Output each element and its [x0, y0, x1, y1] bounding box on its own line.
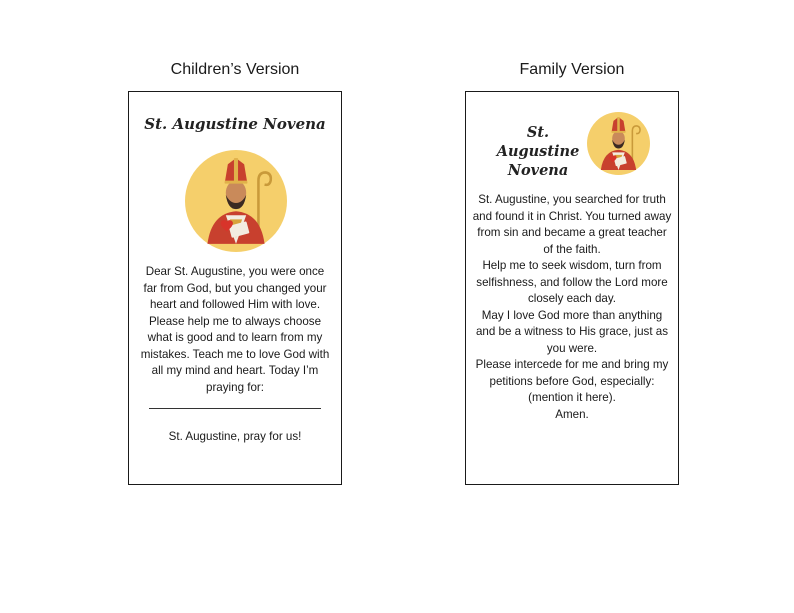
children-version-heading: Children’s Version	[170, 61, 300, 78]
family-novena-card	[465, 91, 679, 485]
saint-augustine-icon	[587, 112, 650, 175]
petition-blank-line	[149, 396, 321, 409]
childrens-prayer-text	[129, 264, 341, 446]
amen-line: Amen.	[555, 407, 589, 421]
prayer-line: May I love God more than anything and be a witness to His grace, just as you were.	[475, 308, 669, 355]
saint-augustine-icon	[185, 150, 287, 252]
prayer-line: Please intercede for me and bring my petitions before God, especially: (mention it here).	[475, 358, 669, 404]
prayer-line: St. Augustine, you searched for truth and found it in Christ. You turned away from sin and became a great teacher of the faith.	[472, 193, 672, 256]
card-title: St. Augustine Novena	[144, 115, 326, 133]
prayer-line: Help me to seek wisdom, turn from selfishness, and follow the Lord more closely each day.	[476, 259, 668, 305]
family-prayer-text	[466, 192, 678, 423]
card-title: St. Augustine Novena	[496, 124, 580, 179]
children-novena-card	[128, 91, 342, 485]
prayer-body: Dear St. Augustine, you were once far from God, but you changed your heart and followed Him with love. Please help me to always choose what is good and to learn from my mistakes. Teach me to love God with all my mind and heart. Today I’m praying for:	[140, 265, 330, 394]
family-version-heading: Family Version	[519, 61, 625, 78]
closing-line: St. Augustine, pray for us!	[168, 430, 302, 443]
